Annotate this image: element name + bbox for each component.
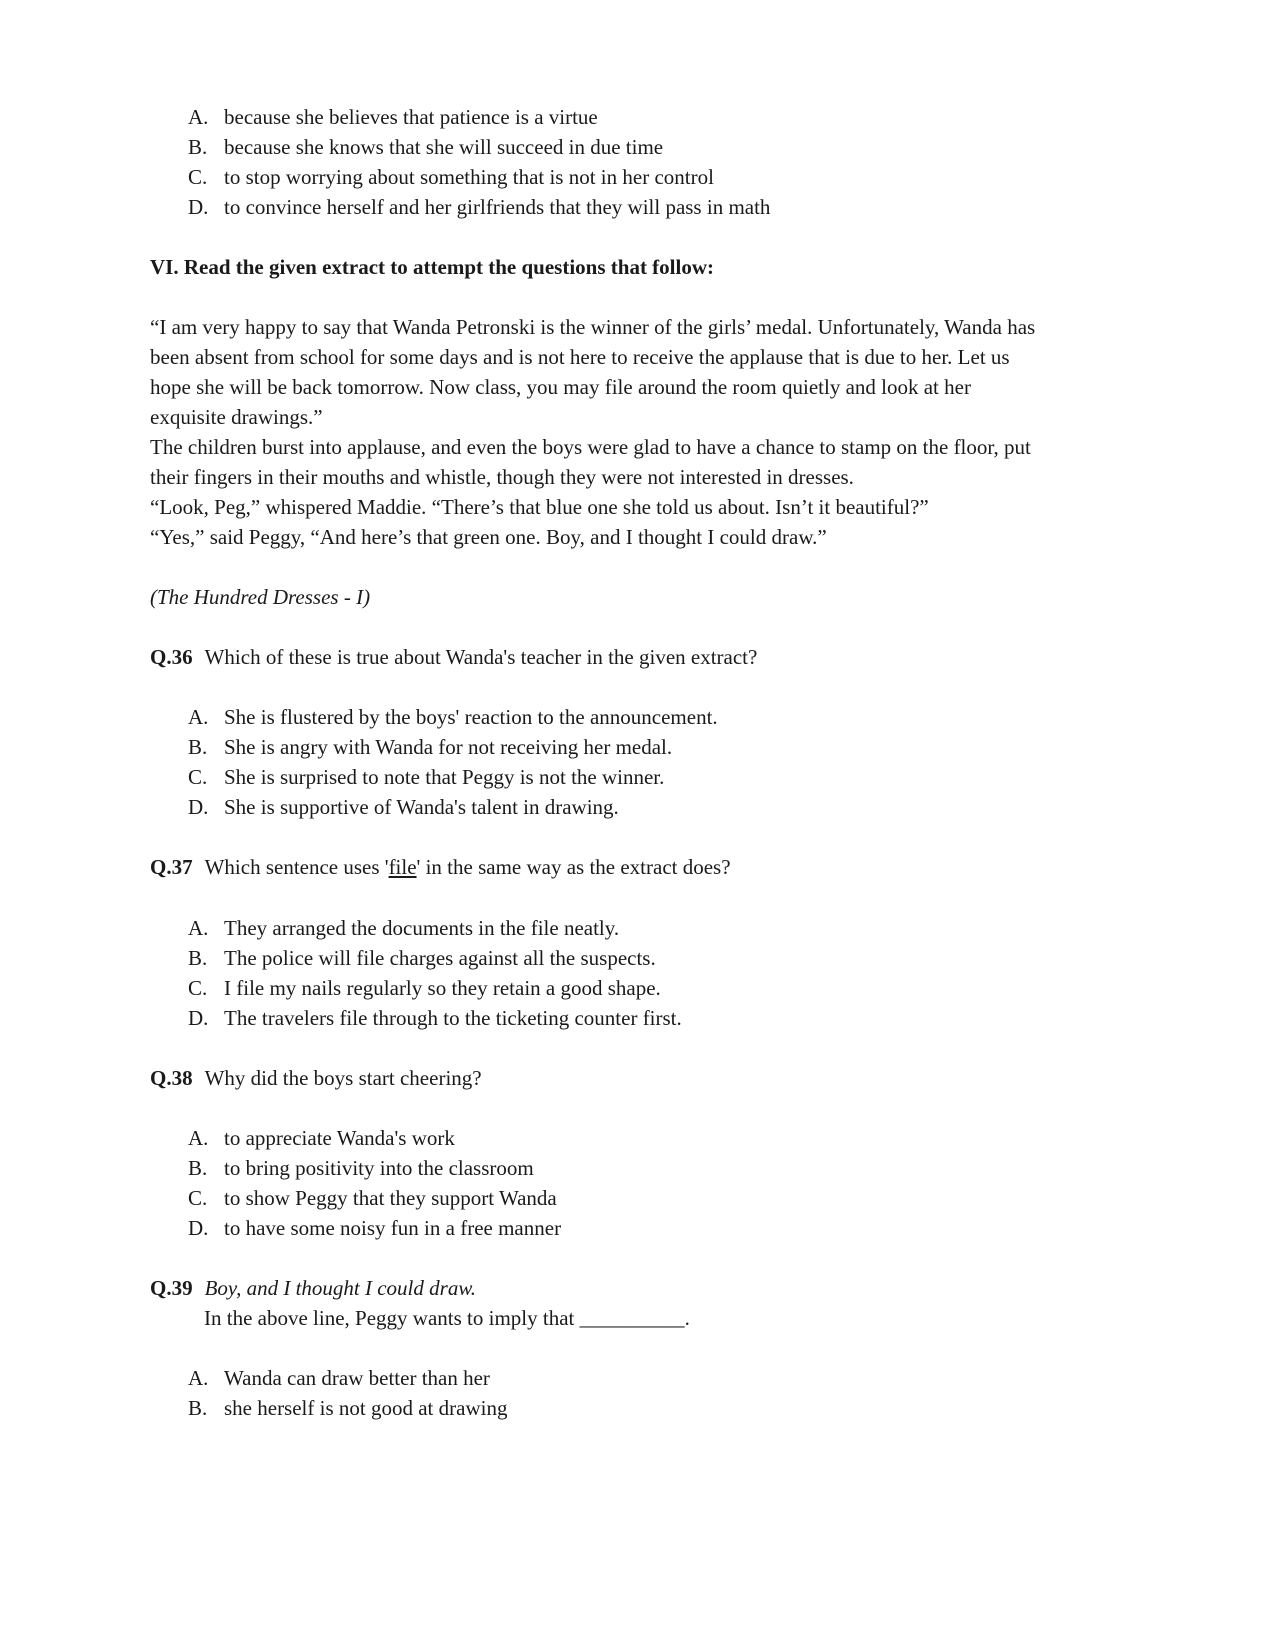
option-letter: C. <box>188 765 208 789</box>
extract-line-1: “I am very happy to say that Wanda Petronski is the winner of the girls’ medal. Unfortunately, Wanda has <box>150 315 1036 339</box>
option-text: to bring positivity into the classroom <box>224 1156 534 1180</box>
option-letter: B. <box>188 946 208 970</box>
q37-option-b <box>188 942 656 974</box>
option-letter: B. <box>188 735 208 759</box>
q37-option-c <box>188 972 661 1004</box>
option-text: because she knows that she will succeed in due time <box>224 135 664 159</box>
extract-line-7: “Look, Peg,” whispered Maddie. “There’s that blue one she told us about. Isn’t it beautiful?” <box>150 495 929 519</box>
question-text: Why did the boys start cheering? <box>204 1066 482 1090</box>
question-text-after: ' in the same way as the extract does? <box>416 855 731 879</box>
option-text: The police will file charges against all the suspects. <box>224 946 656 970</box>
option-text: to appreciate Wanda's work <box>224 1126 455 1150</box>
extract-source: (The Hundred Dresses - I) <box>150 585 371 609</box>
extract-line-5: The children burst into applause, and even the boys were glad to have a chance to stamp on the floor, put <box>150 435 1031 459</box>
option-letter: B. <box>188 1156 208 1180</box>
question-number: Q.39 <box>150 1276 193 1300</box>
q38-option-d <box>188 1212 561 1244</box>
option-text: They arranged the documents in the file neatly. <box>224 916 620 940</box>
q38-option-a <box>188 1122 455 1154</box>
option-letter: B. <box>188 135 208 159</box>
option-letter: A. <box>188 105 209 129</box>
question-37 <box>150 851 731 883</box>
option-text: She is flustered by the boys' reaction to the announcement. <box>224 705 718 729</box>
option-letter: C. <box>188 1186 208 1210</box>
option-letter: D. <box>188 795 209 819</box>
option-text: She is supportive of Wanda's talent in drawing. <box>224 795 619 819</box>
option-text: she herself is not good at drawing <box>224 1396 508 1420</box>
prev-option-a <box>188 101 598 133</box>
option-letter: B. <box>188 1396 208 1420</box>
extract-line-8: “Yes,” said Peggy, “And here’s that green one. Boy, and I thought I could draw.” <box>150 525 827 549</box>
question-quote: Boy, and I thought I could draw. <box>204 1276 477 1300</box>
option-text: to stop worrying about something that is not in her control <box>224 165 714 189</box>
option-text: She is surprised to note that Peggy is not the winner. <box>224 765 665 789</box>
question-text: Which of these is true about Wanda's teacher in the given extract? <box>204 645 758 669</box>
question-number: Q.38 <box>150 1066 193 1090</box>
question-38 <box>150 1062 482 1094</box>
option-text: because she believes that patience is a virtue <box>224 105 598 129</box>
prev-option-c <box>188 161 714 193</box>
option-text: Wanda can draw better than her <box>224 1366 490 1390</box>
option-letter: A. <box>188 1126 209 1150</box>
option-letter: A. <box>188 916 209 940</box>
q36-option-b <box>188 731 672 763</box>
q37-option-a <box>188 912 619 944</box>
extract-line-2: been absent from school for some days and is not here to receive the applause that is due to her. Let us <box>150 345 1010 369</box>
extract-line-4: exquisite drawings.” <box>150 405 323 429</box>
prev-option-b <box>188 131 663 163</box>
option-letter: D. <box>188 1006 209 1030</box>
option-text: to show Peggy that they support Wanda <box>224 1186 557 1210</box>
prev-option-d <box>188 191 770 223</box>
option-letter: A. <box>188 1366 209 1390</box>
question-number: Q.37 <box>150 855 193 879</box>
option-text: to have some noisy fun in a free manner <box>224 1216 562 1240</box>
q38-option-c <box>188 1182 557 1214</box>
q36-option-a <box>188 701 718 733</box>
option-letter: A. <box>188 705 209 729</box>
q36-option-c <box>188 761 664 793</box>
option-text: The travelers file through to the ticketing counter first. <box>224 1006 682 1030</box>
q39-option-a <box>188 1362 490 1394</box>
extract-line-3: hope she will be back tomorrow. Now class, you may file around the room quietly and look at her <box>150 375 971 399</box>
option-text: to convince herself and her girlfriends that they will pass in math <box>224 195 771 219</box>
question-36 <box>150 641 757 673</box>
extract-line-6: their fingers in their mouths and whistle, though they were not interested in dresses. <box>150 465 854 489</box>
option-text: I file my nails regularly so they retain a good shape. <box>224 976 661 1000</box>
section-heading: VI. Read the given extract to attempt the questions that follow: <box>150 255 715 279</box>
q38-option-b <box>188 1152 534 1184</box>
option-letter: C. <box>188 165 208 189</box>
option-letter: D. <box>188 1216 209 1240</box>
q36-option-d <box>188 791 619 823</box>
q37-option-d <box>188 1002 682 1034</box>
option-text: She is angry with Wanda for not receiving her medal. <box>224 735 673 759</box>
option-letter: D. <box>188 195 209 219</box>
question-39 <box>150 1272 476 1304</box>
question-number: Q.36 <box>150 645 193 669</box>
question-text-before: Which sentence uses ' <box>204 855 389 879</box>
q39-option-b <box>188 1392 507 1424</box>
question-underlined-word: file <box>388 855 417 879</box>
question-39-prompt: In the above line, Peggy wants to imply that __________. <box>204 1306 690 1330</box>
option-letter: C. <box>188 976 208 1000</box>
